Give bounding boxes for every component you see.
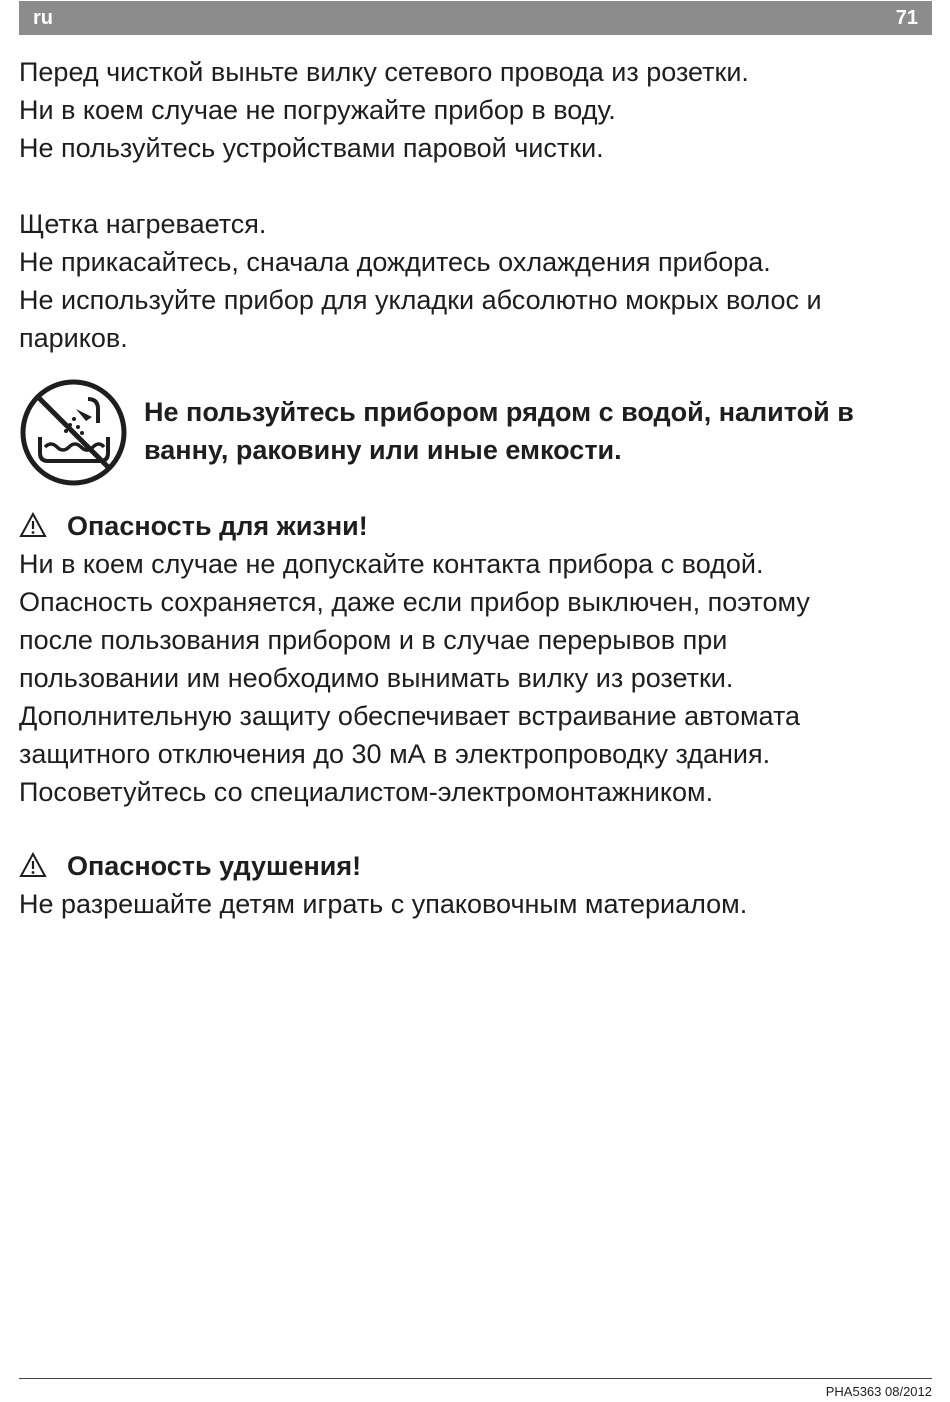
text-line: Не разрешайте детям играть с упаковочным материалом. bbox=[19, 889, 748, 919]
page-header-bar bbox=[19, 1, 932, 35]
text-line: Посоветуйтесь со специалистом-электромонтажником. bbox=[19, 777, 714, 807]
text-line: Щетка нагревается. bbox=[19, 209, 267, 239]
text-line: после пользования прибором и в случае перерывов при bbox=[19, 625, 728, 655]
text-line: Перед чисткой выньте вилку сетевого провода из розетки. bbox=[19, 57, 749, 87]
danger-life-section bbox=[19, 507, 929, 811]
text-line: Ни в коем случае не погружайте прибор в воду. bbox=[19, 95, 616, 125]
text-line: Опасность сохраняется, даже если прибор выключен, поэтому bbox=[19, 587, 810, 617]
text-line: Ни в коем случае не допускайте контакта прибора с водой. bbox=[19, 549, 764, 579]
language-code: ru bbox=[33, 7, 53, 29]
danger-suffocation-title: Опасность удушения! bbox=[67, 851, 362, 881]
water-notice bbox=[144, 393, 934, 469]
text-line: Не прикасайтесь, сначала дождитесь охлаждения прибора. bbox=[19, 247, 771, 277]
page-number: 71 bbox=[895, 7, 918, 29]
text-line: пользовании им необходимо вынимать вилку из розетки. bbox=[19, 663, 734, 693]
danger-life-title: Опасность для жизни! bbox=[67, 511, 368, 541]
footer-divider bbox=[19, 1378, 932, 1379]
cleaning-instructions bbox=[19, 53, 929, 167]
notice-line: ванну, раковину или иные емкости. bbox=[144, 435, 622, 465]
danger-suffocation-heading bbox=[19, 847, 929, 885]
text-line: защитного отключения до 30 мА в электропроводку здания. bbox=[19, 739, 771, 769]
no-water-bath-icon bbox=[18, 377, 129, 488]
text-line: Не используйте прибор для укладки абсолютно мокрых волос и bbox=[19, 285, 822, 315]
warning-triangle-icon bbox=[19, 852, 47, 878]
warning-triangle-icon bbox=[19, 512, 47, 538]
footer-code: PHA5363 08/2012 bbox=[825, 1384, 932, 1399]
danger-life-heading bbox=[19, 507, 929, 545]
danger-suffocation-section bbox=[19, 847, 929, 923]
text-line: Дополнительную защиту обеспечивает встраивание автомата bbox=[19, 701, 801, 731]
heat-warning bbox=[19, 205, 929, 357]
notice-line: Не пользуйтесь прибором рядом с водой, налитой в bbox=[144, 397, 854, 427]
text-line: париков. bbox=[19, 323, 128, 353]
text-line: Не пользуйтесь устройствами паровой чистки. bbox=[19, 133, 604, 163]
